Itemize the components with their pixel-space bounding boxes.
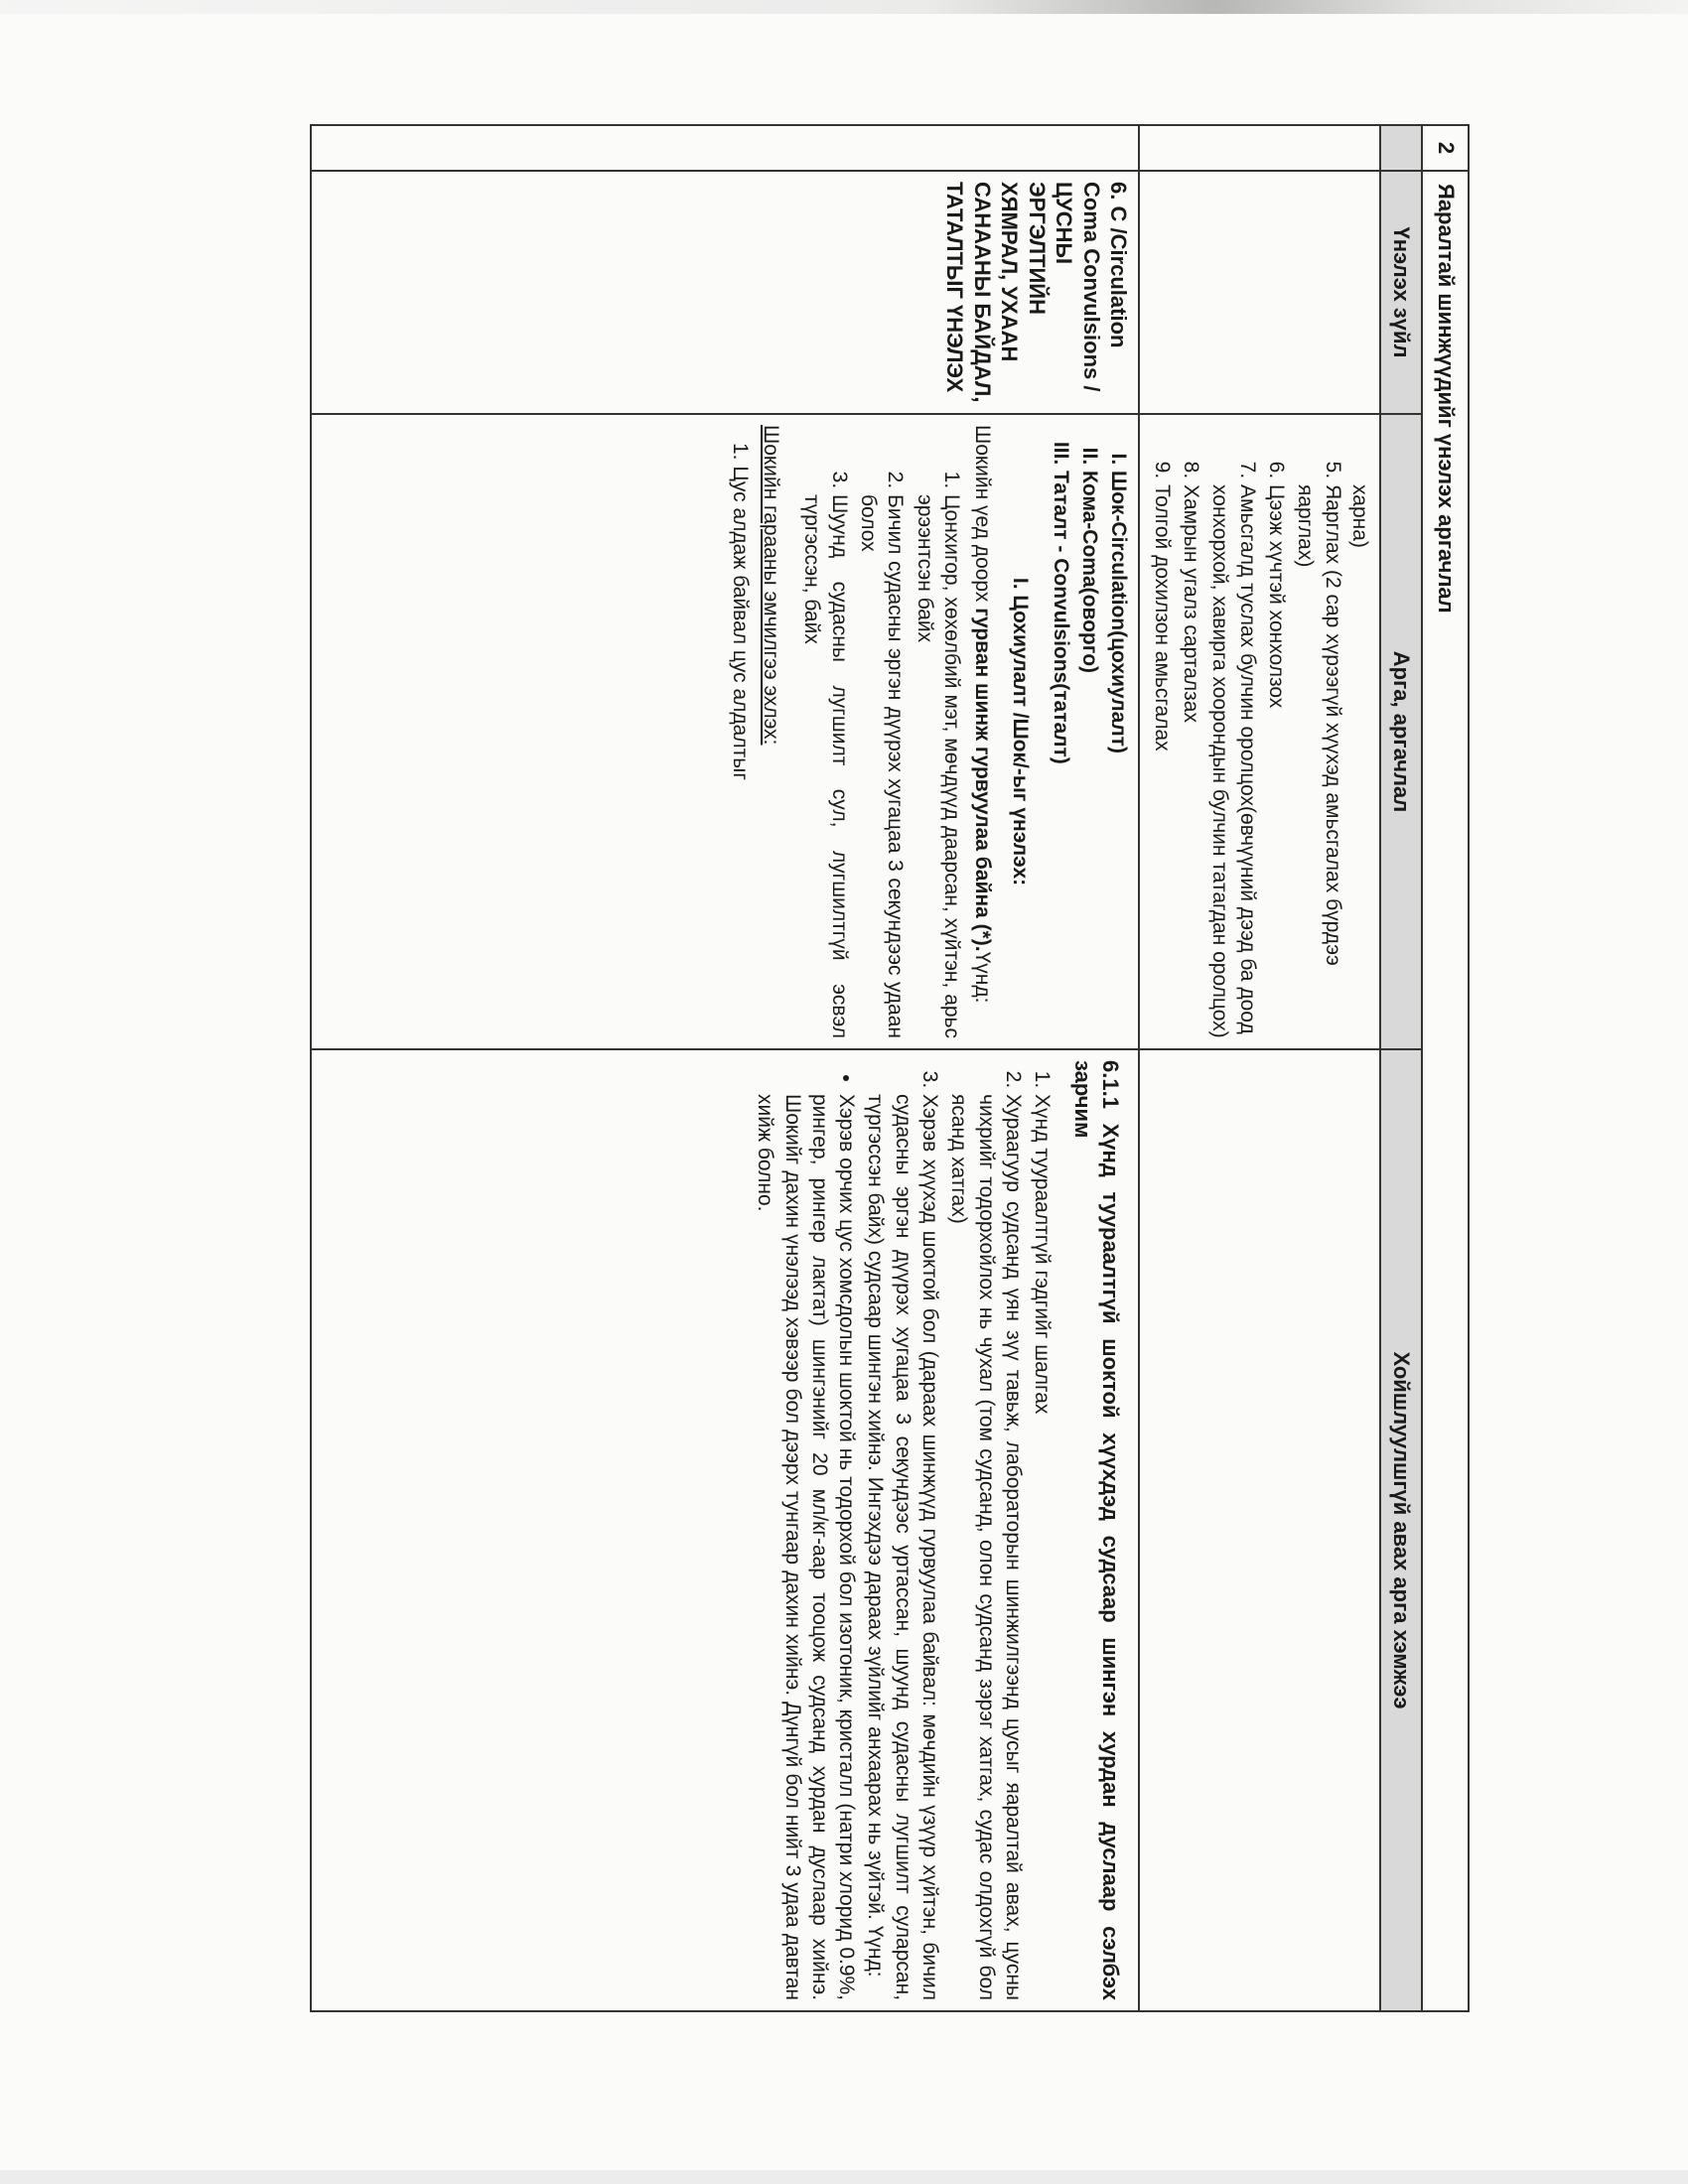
cell-blank — [1139, 1049, 1379, 2011]
header-method: Арга, аргачлал — [1380, 414, 1423, 1049]
cell-blank — [1139, 171, 1379, 414]
header-urgent-actions: Хойшлуулшгүй авах арга хэмжээ — [1380, 1049, 1423, 2011]
list-item: II. Кома-Coma(оворго) — [1076, 471, 1103, 1038]
list-item: 8. Хамрын угалз сарталзах — [1178, 484, 1204, 1038]
table-row-section-6 — [311, 125, 1139, 2011]
section-6-item-cell — [311, 171, 1139, 414]
list-item: 5. Яарглах (2 сар хүрээгүй хүүхэд амьсгалах бүрдээ яарглах) — [1292, 484, 1346, 1038]
assessment-table — [310, 124, 1470, 2012]
intro-suffix: Үүнд: — [971, 951, 995, 1004]
section-number: 2 — [1422, 125, 1469, 171]
list-item: 3. Шуунд судасны лугшилт сул, лугшилтгүй эсвэл түргэссэн, байх — [798, 494, 853, 1038]
fluid-principle-heading: 6.1.1 Хүнд туураалтгүй шоктой хүүхдэд судсаар шингэн хурдан дуслаар сэлбэх зарчим — [1069, 1060, 1124, 2001]
intro-bold-text: гурван шинж гурвуулаа байна (*). — [971, 608, 995, 952]
treatment-item: 1. Цус алдаж байвал цус алдалтыг — [728, 443, 752, 780]
list-item: 6. Цээж хүчтэй хонхолзох — [1263, 484, 1290, 1038]
list-item: III. Таталт - Convulsions(таталт) — [1048, 471, 1074, 1038]
rotated-document-page — [20, 124, 1470, 2010]
shock-signs-list — [798, 425, 965, 1038]
section-6-title: 6. C /Circulation Coma Convulsions / ЦУСНЫ ЭРГЭЛТИЙН ХЯМРАЛ, УХААН САНААНЫ БАЙДАЛ, ТАТАЛТЫГ ҮНЭЛЭХ — [942, 182, 1132, 403]
actions-list — [862, 1060, 1055, 2000]
list-item: 7. Амьсгалд туслах булчин оролцох(өвчүүний дээд ба доод хонхорхой, хавирга хоорондын булчин татагдан оролцох) — [1206, 484, 1261, 1038]
cell-blank — [311, 125, 1139, 171]
actions-bullet-list — [752, 1060, 860, 2000]
list-item: I. Шок-Circulation(цохиулалт) — [1105, 471, 1132, 1038]
header-assessment-item: Үнэлэх зүйл — [1380, 171, 1423, 414]
list-item: 1. Цонхигор, хөхөлбий мэт, мөчдүүд даарсан, хүйтэн, арьс эрээнтсэн байх — [911, 494, 965, 1038]
scan-edge-top — [0, 0, 1688, 14]
cell-blank — [1139, 125, 1379, 171]
section-6-action-cell — [311, 1049, 1139, 2011]
table-row-continued — [1139, 125, 1379, 2011]
list-item: • Хэрэв орчих цус хомсдолын шоктой нь тодорхой бол изотоник, кристалл (натри хлорид 0.9%, рингер, рингер лактат) шингэнийг 20 мл/кг-аар тооцож судсанд хурдан дуслаар хийнэ. Шокийг дахин үнэлээд хэвээр бол дээрх тунгаар дахин хийнэ. Дүнгүй бол нийт 3 удаа давтан хийж болно. — [752, 1094, 860, 2000]
continued-method-cell — [1139, 414, 1379, 1049]
shock-subheading: I. Цохиулалт /Шок/-ыг үнэлэх: — [1008, 577, 1032, 887]
table-header-row — [1380, 125, 1423, 2011]
breathing-signs-list — [1148, 425, 1345, 1038]
list-item: 2. Бичил судасны эргэн дүүрэх хугацаа 3 секундээс удаан болох — [855, 494, 910, 1038]
treatment-heading: Шокийн гарааны эмчилгээ эхлэх: — [760, 425, 783, 746]
list-item: 9. Толгой дохилзон амьсгалах — [1148, 484, 1175, 1038]
table-title: Яаралтай шинжүүдийг үнэлэх аргачлал — [1422, 171, 1469, 2011]
list-item: 3. Хэрэв хүүхэд шоктой бол (дараах шинжүүд гурвуулаа байвал: мөчдийн үзүүр хүйтэн, бичил судасны эргэн дүүрэх хугацаа 3 секундээс уртассан, шуунд судасны лугшилт суларсан, түргэссэн байх) судсаар шингэн хийнэ. Ингэхдээ дараах зүйлийг анхаарах нь зүйтэй. Үүнд: — [862, 1094, 943, 2000]
list-item: 2. Хураагуур судсанд үян зүү тавьж, лабораторын шинжилгээнд цусыг яаралтай авах, цусны чихрийг тодорхойлох нь чухал (том судсанд, олон судсанд зэрэг хатгах, судас олдохгүй бол ясанд хатгах) — [945, 1094, 1027, 2000]
scan-edge-bottom — [0, 2170, 1688, 2184]
list-item: 1. Хүнд туураалтгүй гэдгийг шалгах — [1029, 1094, 1055, 2000]
section-6-method-cell — [311, 414, 1139, 1049]
shock-intro — [969, 425, 996, 1038]
header-blank — [1380, 125, 1423, 171]
table-title-row — [1422, 125, 1469, 2011]
roman-list — [1048, 425, 1133, 1038]
continued-fragment: харна) — [1347, 484, 1371, 548]
intro-text: Шокийн үед доорх — [971, 425, 995, 609]
